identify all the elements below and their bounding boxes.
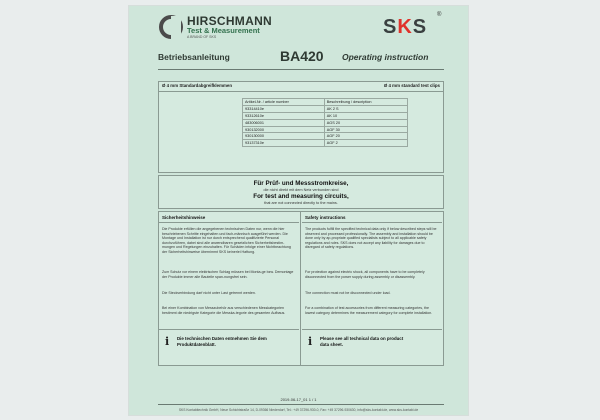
- table-row: [243, 126, 408, 133]
- clip-heading-divider: [159, 91, 443, 92]
- safety-paragraph: The products fulfill the specified technical data only if below described steps will be observed and processed professionally. The assembly and installation should be done only by ap-propriate qualified specialists subject to all applicable safety regulations and rules. SKS does not accept any liability for damages due to disregard of safety regulations.: [305, 227, 437, 250]
- table-header-article: Artikel-Nr. / article number: [243, 99, 325, 106]
- table-row: [243, 105, 408, 112]
- safety-heading-divider: [159, 222, 299, 223]
- article-number: 93312610e: [243, 112, 325, 119]
- table-header-row: [243, 99, 408, 106]
- safety-paragraph: For a combination of test accessories from different measuring categories, the lowest category determines the measurement category for complete installation.: [305, 306, 433, 315]
- article-description: AGS 20: [324, 119, 407, 126]
- footer-address: SKS Kontakttechnik GmbH, Neue Schichtstraße 14, D-09366 Niederdorf, Tel.: +49 37296-930-0, Fax: +49 37296-930630, info@sks-kontakt.de, www.sks-kontakt.de: [178, 408, 419, 412]
- title-model: BA420: [280, 48, 324, 64]
- article-description: AGF 30: [324, 126, 407, 133]
- hirschmann-name: HIRSCHMANN: [187, 14, 272, 28]
- table-row: [243, 112, 408, 119]
- document-page: [128, 5, 469, 416]
- registered-mark: ®: [437, 12, 442, 18]
- article-table: [242, 98, 408, 147]
- table-row: [243, 140, 408, 147]
- info-icon: i: [308, 335, 313, 348]
- info-divider: [159, 329, 299, 330]
- article-number: 930130000: [243, 133, 325, 140]
- info-note-german: Die technischen Daten entnehmen Sie dem Produktdatenblatt.: [177, 336, 267, 347]
- safety-paragraph: Bei einer Kombination von Messzubehör aus verschiedenen Messkategorien bestimmt die niedrigste Kategorie die Messka-tegorie des gesamten Aufbaus.: [162, 306, 286, 315]
- table-row: [243, 133, 408, 140]
- safety-paragraph: Die Steckverbindung darf nicht unter Last getrennt werden.: [162, 291, 256, 295]
- article-description: AK 10: [324, 112, 407, 119]
- title-english: Operating instruction: [342, 52, 429, 62]
- article-number: 930132000: [243, 126, 325, 133]
- hirschmann-logo: [159, 14, 389, 44]
- product-box: [158, 81, 444, 173]
- clip-heading-english: Ø 4 mm standard test clips: [383, 83, 440, 88]
- safety-heading-english: Safety instructions: [305, 215, 346, 220]
- safety-heading-divider: [302, 222, 442, 223]
- table-header-description: Beschreibung / description: [324, 99, 407, 106]
- info-divider: [302, 329, 442, 330]
- circuits-subtitle-german: die nicht direkt mit dem Netz verbunden sind: [263, 188, 339, 192]
- circuits-title-english: For test and measuring circuits,: [253, 193, 349, 200]
- article-number: 93314410e: [243, 105, 325, 112]
- article-description: AGF 2: [324, 140, 407, 147]
- title-german: Betriebsanleitung: [158, 52, 230, 62]
- title-divider: [158, 69, 444, 70]
- circuits-title-german: Für Prüf- und Messstromkreise,: [253, 180, 349, 187]
- safety-column-german: [159, 212, 301, 365]
- sks-logo: [383, 16, 427, 39]
- sks-letter-s2: S: [412, 16, 428, 38]
- hirschmann-emblem-icon: [159, 15, 183, 39]
- hirschmann-brand-note: A BRAND OF SKS: [187, 35, 217, 39]
- safety-paragraph: Die Produkte erfüllen die angegebenen technischen Daten nur, wenn die hier beschriebenen Schritte eingehalten und fach-männisch ausgeführt werden. Die Montage und Installation ist nur durch entsprechend qualifizierte Personal durchzuführen, dabei sind alle anwendbaren gesetzlichen Sicherheitsbestim-mungen und Regelungen einzuhalten. Für Schäden infolge einer Nichtbeachtung der Sicherheitshinweise übernimmt SKS keinerlei Haftung.: [162, 227, 291, 254]
- circuits-box: [158, 175, 444, 209]
- clip-heading-german: Ø 4 mm Standardabgreifklemmen: [162, 83, 233, 88]
- info-icon: i: [165, 335, 170, 348]
- safety-paragraph: For protection against electric shock, all components have to be completely disconnected from the power supply during assembly or disassembly.: [305, 270, 425, 279]
- safety-paragraph: Zum Schutz vor einem elektrischen Schlag müssen bei Monta-ge bzw. Demontage der Produkte immer alle Bauteile span-nungsfrei sein.: [162, 270, 294, 279]
- hirschmann-tagline: Test & Measurement: [187, 26, 260, 35]
- info-note-english: Please see all technical data on product data sheet.: [320, 336, 404, 347]
- article-description: AGF 20: [324, 133, 407, 140]
- safety-box: [158, 211, 444, 366]
- article-number: 93137310e: [243, 140, 325, 147]
- footer-date-page: 2019-06-17_01 1 / 1: [280, 397, 317, 402]
- safety-paragraph: The connection must not be disconnected under load.: [305, 291, 391, 295]
- sks-letter-s1: S: [383, 16, 398, 38]
- footer-divider: [158, 404, 444, 405]
- article-number: 483006001: [243, 119, 325, 126]
- sks-letter-k: K: [397, 16, 413, 38]
- circuits-subtitle-english: that are not connected directly to the mains.: [264, 201, 338, 205]
- table-row: [243, 119, 408, 126]
- safety-column-english: [302, 212, 443, 365]
- article-description: AK 2 S: [324, 105, 407, 112]
- safety-heading-german: Sicherheitshinweise: [162, 215, 206, 220]
